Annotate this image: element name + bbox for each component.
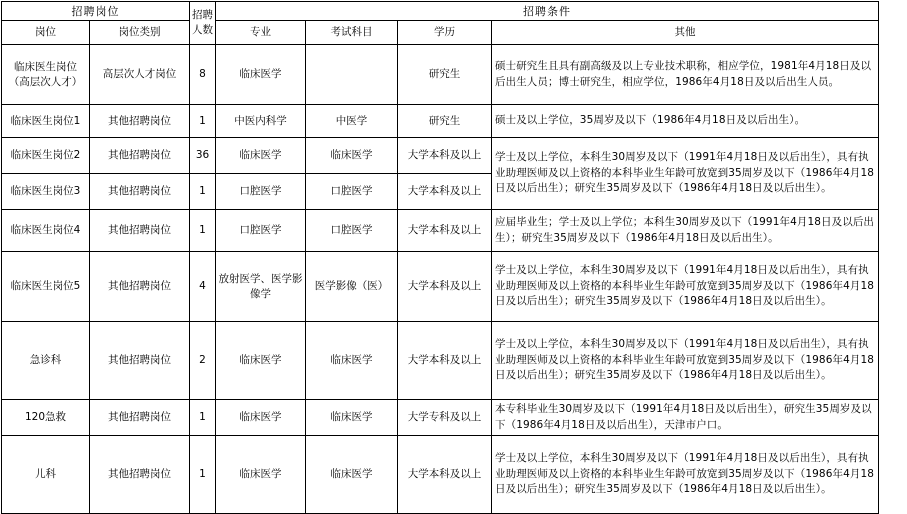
cell-exam: 临床医学 <box>306 436 398 514</box>
table-row <box>2 210 879 252</box>
cell-category: 其他招聘岗位 <box>90 322 190 400</box>
table-row <box>2 138 879 174</box>
cell-major: 临床医学 <box>216 45 306 105</box>
cell-category: 其他招聘岗位 <box>90 400 190 436</box>
header-major: 专业 <box>216 21 306 45</box>
cell-other: 学士及以上学位，本科生30周岁及以下（1991年4月18日及以后出生），具有执业助理医师及以上资格的本科毕业生年龄可放宽到35周岁及以下（1986年4月18日及以后出生）；研究生35周岁及以下（1986年4月18日及以后出生）。 <box>492 436 879 514</box>
header-other: 其他 <box>492 21 879 45</box>
header-exam: 考试科目 <box>306 21 398 45</box>
cell-education: 研究生 <box>398 105 492 138</box>
cell-exam: 临床医学 <box>306 138 398 174</box>
cell-position: 临床医生岗位（高层次人才） <box>2 45 90 105</box>
cell-major: 口腔医学 <box>216 174 306 210</box>
cell-count: 4 <box>190 252 216 322</box>
cell-category: 其他招聘岗位 <box>90 436 190 514</box>
cell-position: 儿科 <box>2 436 90 514</box>
header-category: 岗位类别 <box>90 21 190 45</box>
cell-major: 临床医学 <box>216 436 306 514</box>
cell-position: 临床医生岗位3 <box>2 174 90 210</box>
cell-exam: 口腔医学 <box>306 174 398 210</box>
cell-count: 1 <box>190 105 216 138</box>
cell-education: 大学本科及以上 <box>398 252 492 322</box>
cell-count: 1 <box>190 174 216 210</box>
cell-other: 本专科毕业生30周岁及以下（1991年4月18日及以后出生），研究生35周岁及以下（1986年4月18日及以后出生），天津市户口。 <box>492 400 879 436</box>
cell-count: 1 <box>190 210 216 252</box>
cell-other: 硕士及以上学位，35周岁及以下（1986年4月18日及以后出生）。 <box>492 105 879 138</box>
cell-major: 临床医学 <box>216 400 306 436</box>
table-row <box>2 45 879 105</box>
cell-count: 2 <box>190 322 216 400</box>
cell-education: 研究生 <box>398 45 492 105</box>
cell-exam: 临床医学 <box>306 400 398 436</box>
cell-other: 学士及以上学位，本科生30周岁及以下（1991年4月18日及以后出生），具有执业助理医师及以上资格的本科毕业生年龄可放宽到35周岁及以下（1986年4月18日及以后出生）；研究生35周岁及以下（1986年4月18日及以后出生）。 <box>492 322 879 400</box>
header-position: 岗位 <box>2 21 90 45</box>
recruitment-table <box>1 1 879 514</box>
cell-major: 临床医学 <box>216 138 306 174</box>
cell-category: 其他招聘岗位 <box>90 210 190 252</box>
cell-position: 急诊科 <box>2 322 90 400</box>
cell-position: 120急救 <box>2 400 90 436</box>
cell-position: 临床医生岗位2 <box>2 138 90 174</box>
header-group-position: 招聘岗位 <box>2 2 190 21</box>
cell-other: 学士及以上学位，本科生30周岁及以下（1991年4月18日及以后出生），具有执业助理医师及以上资格的本科毕业生年龄可放宽到35周岁及以下（1986年4月18日及以后出生）；研究生35周岁及以下（1986年4月18日及以后出生）。 <box>492 138 879 210</box>
cell-education: 大学本科及以上 <box>398 138 492 174</box>
cell-exam: 口腔医学 <box>306 210 398 252</box>
cell-count: 1 <box>190 436 216 514</box>
cell-exam: 临床医学 <box>306 322 398 400</box>
cell-category: 其他招聘岗位 <box>90 105 190 138</box>
cell-category: 其他招聘岗位 <box>90 252 190 322</box>
cell-education: 大学本科及以上 <box>398 322 492 400</box>
cell-position: 临床医生岗位4 <box>2 210 90 252</box>
cell-major: 临床医学 <box>216 322 306 400</box>
table-row <box>2 322 879 400</box>
header-group-conditions: 招聘条件 <box>216 2 879 21</box>
table-row <box>2 436 879 514</box>
cell-education: 大学专科及以上 <box>398 400 492 436</box>
header-count: 招聘人数 <box>190 2 216 45</box>
cell-count: 1 <box>190 400 216 436</box>
cell-other: 应届毕业生；学士及以上学位；本科生30周岁及以下（1991年4月18日及以后出生）；研究生35周岁及以下（1986年4月18日及以后出生）。 <box>492 210 879 252</box>
cell-category: 高层次人才岗位 <box>90 45 190 105</box>
cell-count: 36 <box>190 138 216 174</box>
cell-category: 其他招聘岗位 <box>90 138 190 174</box>
cell-other: 学士及以上学位，本科生30周岁及以下（1991年4月18日及以后出生），具有执业助理医师及以上资格的本科毕业生年龄可放宽到35周岁及以下（1986年4月18日及以后出生）；研究生35周岁及以下（1986年4月18日及以后出生）。 <box>492 252 879 322</box>
cell-count: 8 <box>190 45 216 105</box>
table-row <box>2 400 879 436</box>
cell-education: 大学本科及以上 <box>398 436 492 514</box>
cell-major: 口腔医学 <box>216 210 306 252</box>
cell-education: 大学本科及以上 <box>398 174 492 210</box>
cell-exam: 中医学 <box>306 105 398 138</box>
cell-other: 硕士研究生且具有副高级及以上专业技术职称，相应学位，1981年4月18日及以后出生人员；博士研究生，相应学位，1986年4月18日及以后出生人员。 <box>492 45 879 105</box>
cell-position: 临床医生岗位5 <box>2 252 90 322</box>
table-row <box>2 252 879 322</box>
cell-education: 大学本科及以上 <box>398 210 492 252</box>
cell-major: 放射医学、医学影像学 <box>216 252 306 322</box>
header-education: 学历 <box>398 21 492 45</box>
cell-exam <box>306 45 398 105</box>
cell-major: 中医内科学 <box>216 105 306 138</box>
cell-category: 其他招聘岗位 <box>90 174 190 210</box>
cell-position: 临床医生岗位1 <box>2 105 90 138</box>
table-row <box>2 105 879 138</box>
cell-exam: 医学影像（医） <box>306 252 398 322</box>
